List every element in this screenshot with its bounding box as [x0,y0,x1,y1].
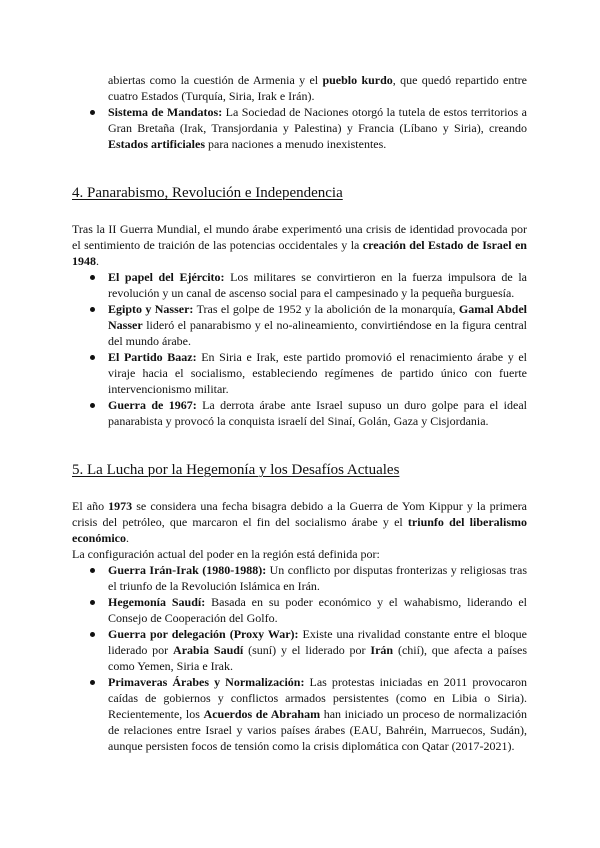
bullet-icon [90,680,95,685]
paragraph-text: . [96,254,99,268]
item-text: La Sociedad de Naciones otorgó la tutela de estos territorios a Gran Bretaña (Irak, Transjordania y Palestina) y Francia (Líbano y Siria), creando [108,105,527,135]
item-label: El papel del Ejército: [108,270,225,284]
section-4-heading: 4. Panarabismo, Revolución e Independencia [72,185,343,201]
item-label: El Partido Baaz: [108,350,197,364]
bullet-icon [90,568,95,573]
list-item-mandates [72,104,527,152]
bold-term: pueblo kurdo [322,73,393,87]
paragraph-text: . [125,531,129,545]
page-content [72,72,527,754]
bold-term: triunfo del liberalismo económico [72,515,527,545]
item-text: abiertas como la cuestión de Armenia y el [108,73,323,87]
bold-term: Irán [370,643,394,657]
section-5-lead-paragraph: La configuración actual del poder en la región está definida por: [72,547,380,561]
item-text: (suní) y el liderado por [243,643,371,657]
bold-term: 1973 [108,499,133,513]
bold-term: Estados artificiales [108,137,205,151]
item-text: (chií), que afecta a países como Yemen, Siria e Irak. [108,643,528,673]
list-item-guerra-1967 [72,397,527,429]
bullet-icon [90,632,95,637]
list-item-baaz [72,349,527,397]
list-item-nasser [72,301,527,349]
item-text: han iniciado un proceso de normalización de relaciones entre Israel y varios países árabes (EAU, Bahréin, Marruecos, Sudán), aunque persisten focos de tensión como la crisis diplomática con Qatar (2017-2021). [108,707,528,753]
bold-term: Gamal Abdel Nasser [108,302,527,332]
bullet-icon [90,600,95,605]
list-item-kurdish-continuation [72,72,527,104]
item-text: En Siria e Irak, este partido promovió el renacimiento árabe y el viraje hacia el socialismo, estableciendo regímenes de partido único con fuerte intervencionismo militar. [108,350,528,396]
paragraph-text: El año [72,499,109,513]
bold-term: creación del Estado de Israel en 1948 [72,238,527,268]
item-text: La derrota árabe ante Israel supuso un duro golpe para el ideal panarabista y provocó la conquista israelí del Sinaí, Golán, Gaza y Cisjordania. [108,398,527,428]
item-text: Un conflicto por disputas fronterizas y religiosas tras el triunfo de la Revolución Islámica en Irán. [108,563,527,593]
bullet-icon [90,307,95,312]
item-label: Egipto y Nasser: [108,302,194,316]
item-text: Existe una rivalidad constante entre el bloque liderado por [108,627,528,657]
section-4-intro-paragraph [72,221,527,269]
list-item-hegemonia-saudi [72,594,527,626]
item-label: Hegemonía Saudí: [108,595,206,609]
section-5-list [72,562,527,754]
section-4-list [72,269,527,429]
bold-term: Arabia Saudí [173,643,244,657]
item-label: Guerra por delegación (Proxy War): [108,627,299,641]
item-label: Primaveras Árabes y Normalización: [108,675,305,689]
mandates-list [72,72,527,152]
list-item-proxy-war [72,626,527,674]
list-item-primaveras-arabes [72,674,527,754]
list-item-iran-irak [72,562,527,594]
item-text: para naciones a menudo inexistentes. [205,137,387,151]
item-text: lideró el panarabismo y el no-alineamiento, convirtiéndose en la figura central del mundo árabe. [108,318,527,348]
bullet-icon [90,110,95,115]
item-text: Las protestas iniciadas en 2011 provocaron caídas de gobiernos y conflictos armados persistentes (como en Libia o Siria). Recientemente, los [108,675,527,721]
section-5-intro-paragraph [72,498,527,546]
item-text: , que quedó repartido entre cuatro Estados (Turquía, Siria, Irak e Irán). [108,73,527,103]
item-label: Guerra de 1967: [108,398,197,412]
item-label: Guerra Irán-Irak (1980-1988): [108,563,267,577]
paragraph-text: Tras la II Guerra Mundial, el mundo árabe experimentó una crisis de identidad provocada por el sentimiento de traición de las potencias occidentales y la [72,222,527,252]
item-text: Los militares se convirtieron en la fuerza impulsora de la revolución y un canal de ascenso social para el campesinado y la pequeña burguesía. [108,270,527,300]
item-text: Tras el golpe de 1952 y la abolición de la monarquía, [193,302,459,316]
section-5-heading: 5. La Lucha por la Hegemonía y los Desafíos Actuales [72,462,400,478]
list-item-ejercito [72,269,527,301]
item-text: Basada en su poder económico y el wahabismo, liderando el Consejo de Cooperación del Golfo. [108,595,527,625]
bold-term: Acuerdos de Abraham [203,707,321,721]
item-label: Sistema de Mandatos: [108,105,223,119]
bullet-icon [90,403,95,408]
bullet-icon [90,355,95,360]
bullet-icon [90,275,95,280]
paragraph-text: se considera una fecha bisagra debido a la Guerra de Yom Kippur y la primera crisis del petróleo, que marcaron el fin del socialismo árabe y el [72,499,527,529]
